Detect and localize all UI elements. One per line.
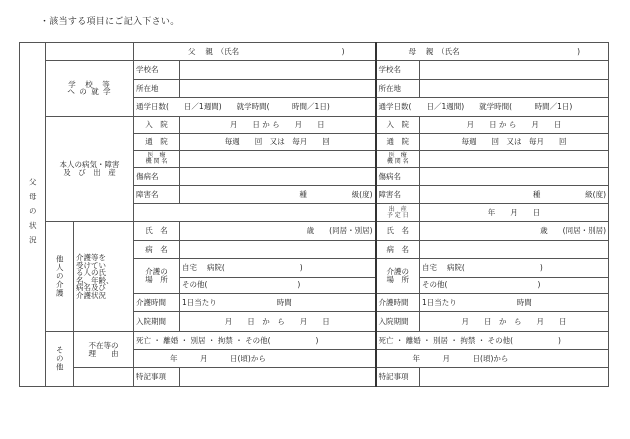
- mother-care-place-line1[interactable]: 自宅 病院( ): [420, 259, 609, 277]
- father-care-place-text: 介護の 場 所: [145, 267, 168, 284]
- father-school-address-field[interactable]: [180, 79, 376, 97]
- father-disability-field[interactable]: [180, 185, 376, 203]
- father-outpatient-label: 通 院: [134, 133, 180, 150]
- mother-care-place-line2[interactable]: その他( ): [420, 277, 609, 293]
- mother-school-address-field[interactable]: [420, 79, 609, 97]
- mother-remarks-label: 特記事項: [376, 368, 420, 387]
- father-care-name-label: 氏 名: [134, 222, 180, 240]
- father-school-days-field[interactable]: 通学日数( 日／1週間) 就学時間( 時間／1日): [134, 98, 376, 116]
- father-care-time-label: 介護時間: [134, 293, 180, 311]
- mother-care-place-label: [376, 259, 420, 294]
- mother-grade-suffix: 級(度): [585, 189, 607, 199]
- mother-disease-field[interactable]: [420, 168, 609, 185]
- mother-school-name-label: 学校名: [376, 61, 420, 79]
- father-name-header[interactable]: [134, 43, 376, 61]
- mother-name-close: ): [577, 46, 581, 56]
- father-grade-prefix: 種: [299, 189, 307, 199]
- father-absence-date[interactable]: [134, 350, 376, 368]
- mother-medical-text: 医 療 機 関 名: [386, 152, 409, 166]
- mother-medical-field[interactable]: [420, 151, 609, 168]
- father-school-address-label: 所在地: [134, 79, 180, 97]
- father-medical-field[interactable]: [180, 151, 376, 168]
- mother-birth-label: [376, 204, 420, 222]
- illness-group-label: [46, 116, 134, 222]
- mother-care-time-field[interactable]: 1日当たり 時間: [420, 293, 609, 311]
- mother-care-disease-field[interactable]: [420, 240, 609, 258]
- father-care-place-label: [134, 259, 180, 294]
- father-grade-suffix: 級(度): [351, 189, 373, 199]
- mother-absence-date[interactable]: [376, 350, 609, 368]
- mother-inpatient-label: 入 院: [376, 116, 420, 133]
- mother-name-header[interactable]: [376, 43, 609, 61]
- father-disease-field[interactable]: [180, 168, 376, 185]
- other-group-label: [74, 331, 134, 368]
- illness-label-line: 本人の病気・障害 及 び 出 産: [59, 160, 120, 177]
- mother-care-place-text: 介護の 場 所: [386, 267, 410, 284]
- mother-birth-text: 出 産 予 定 日: [386, 205, 409, 219]
- parent-status-form: [19, 42, 608, 387]
- father-name-label: 父 親 （氏名: [188, 46, 240, 56]
- mother-remarks-field[interactable]: [420, 368, 609, 387]
- instruction-note: ・該当する項目にご記入下さい。: [40, 17, 180, 27]
- mother-school-name-field[interactable]: [420, 61, 609, 79]
- mother-care-name-label: 氏 名: [376, 222, 420, 240]
- mother-school-days-field[interactable]: 通学日数( 日／1週間) 就学時間( 時間／1日): [376, 98, 609, 116]
- father-care-place-line1[interactable]: 自宅 病院( ): [180, 259, 376, 277]
- school-label-line: 学 校 等 へ の 就 学: [67, 79, 112, 97]
- father-name-close: ): [341, 46, 345, 56]
- father-outpatient-field[interactable]: 毎週 回 又は 毎月 回: [180, 133, 376, 150]
- father-medical-text: 医 療 機 関 名: [145, 152, 168, 166]
- mother-inpatient-field[interactable]: 月 日 か ら 月 日: [420, 116, 609, 133]
- other-label-line: 不在等の 理 由: [88, 341, 119, 358]
- father-care-name-field[interactable]: 歳 (同居・別居): [180, 222, 376, 240]
- mother-absence-date-text: 年 月 日(頃)から: [412, 353, 509, 363]
- father-medical-label: [134, 151, 180, 168]
- mother-care-period-label: 入院期間: [376, 312, 420, 331]
- mother-outpatient-field[interactable]: 毎週 回 又は 毎月 回: [420, 133, 609, 150]
- mother-care-disease-label: 病 名: [376, 240, 420, 258]
- mother-disease-label: 傷病名: [376, 168, 420, 185]
- mother-medical-label: [376, 151, 420, 168]
- father-inpatient-label: 入 院: [134, 116, 180, 133]
- father-disability-label: 障害名: [134, 185, 180, 203]
- care-group-label: [74, 222, 134, 331]
- mother-school-address-label: 所在地: [376, 79, 420, 97]
- mother-name-label: 母 親 （氏名: [408, 46, 460, 56]
- mother-absence-options[interactable]: 死亡 ・ 離婚 ・ 別居 ・ 拘禁 ・ その他( ): [376, 331, 609, 349]
- father-remarks-field[interactable]: [180, 368, 376, 387]
- other-outer-label: その他: [46, 331, 74, 386]
- father-care-period-field[interactable]: 月 日 か ら 月 日: [180, 312, 376, 331]
- school-group-label: [46, 61, 134, 116]
- father-disease-label: 傷病名: [134, 168, 180, 185]
- mother-disability-field[interactable]: [420, 185, 609, 203]
- father-school-name-field[interactable]: [180, 61, 376, 79]
- mother-care-name-field[interactable]: 歳 (同居・別居): [420, 222, 609, 240]
- care-label-line: 介護等を 受けてい る人の氏 名、年齢、 病名及び 介護状況: [76, 253, 114, 300]
- father-care-time-field[interactable]: 1日当たり 時間: [180, 293, 376, 311]
- father-inpatient-field[interactable]: 月 日 か ら 月 日: [180, 116, 376, 133]
- father-absence-options[interactable]: 死亡 ・ 離婚 ・ 別居 ・ 拘禁 ・ その他( ): [134, 331, 376, 349]
- father-care-disease-label: 病 名: [134, 240, 180, 258]
- mother-care-period-field[interactable]: 月 日 か ら 月 日: [420, 312, 609, 331]
- mother-birth-field[interactable]: 年 月 日: [420, 204, 609, 222]
- father-remarks-label: 特記事項: [134, 368, 180, 387]
- mother-disability-label: 障害名: [376, 185, 420, 203]
- father-school-name-label: 学校名: [134, 61, 180, 79]
- father-care-place-line2[interactable]: その他( ): [180, 277, 376, 293]
- mother-care-time-label: 介護時間: [376, 293, 420, 311]
- father-care-disease-field[interactable]: [180, 240, 376, 258]
- father-absence-date-text: 年 月 日(頃)から: [170, 353, 266, 363]
- care-outer-label: 他人の介護: [46, 222, 74, 331]
- father-care-period-label: 入院期間: [134, 312, 180, 331]
- mother-grade-prefix: 種: [532, 189, 541, 199]
- section-parent-status: 父母の状況: [20, 43, 46, 387]
- mother-outpatient-label: 通 院: [376, 133, 420, 150]
